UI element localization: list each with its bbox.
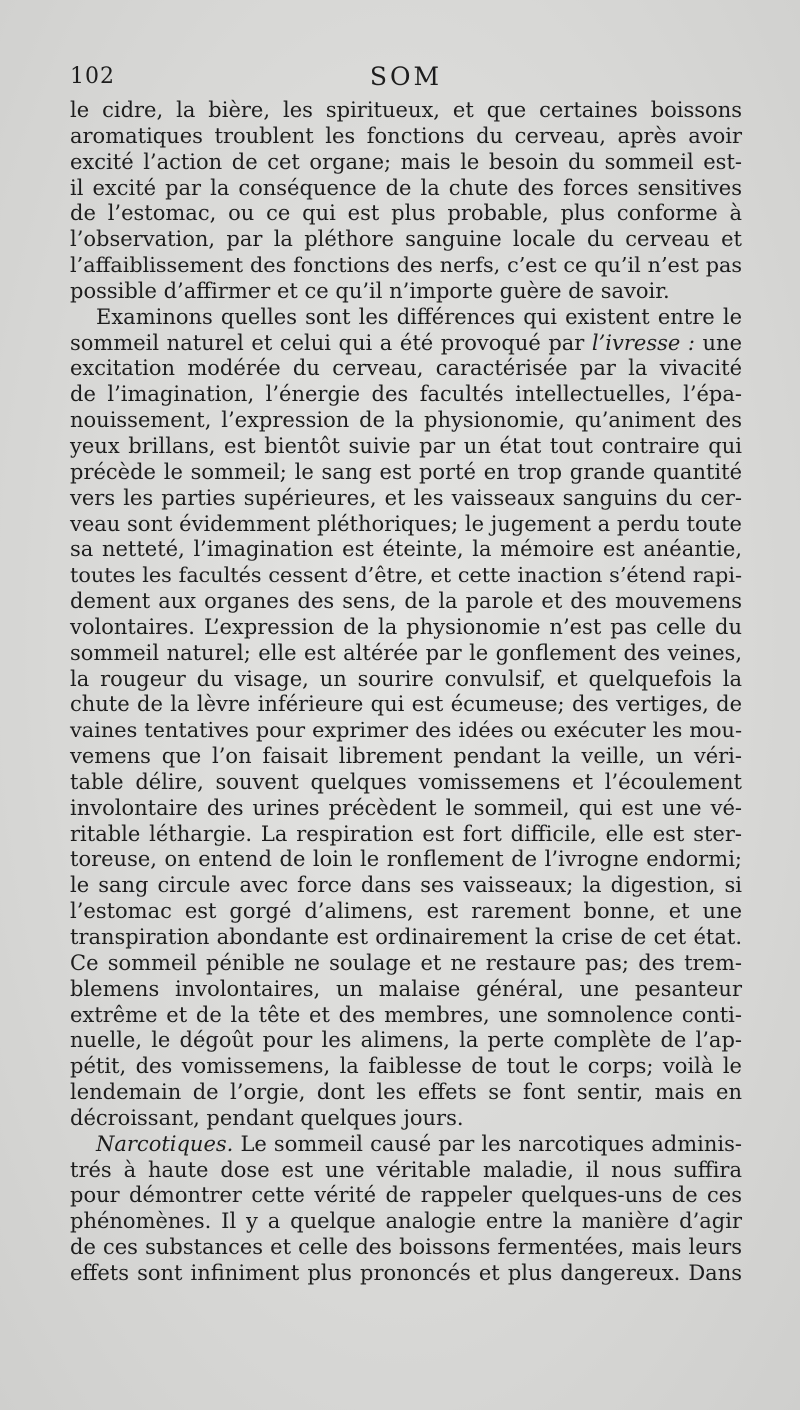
text-line bbox=[70, 331, 742, 357]
text-run: lendemain de l’orgie, dont les effets se font sentir, mais en bbox=[70, 1080, 742, 1105]
text-line bbox=[70, 1209, 742, 1235]
text-line bbox=[70, 641, 742, 667]
text-run: une bbox=[694, 330, 743, 355]
text-line bbox=[70, 1261, 742, 1287]
text-run: vemens que l’on faisait librement pendant la veille, un véri- bbox=[70, 744, 742, 769]
text-line bbox=[70, 925, 742, 951]
text-run: pour démontrer cette vérité de rappeler quelques-uns de ces bbox=[70, 1183, 742, 1208]
text-line bbox=[70, 227, 742, 253]
text-line bbox=[70, 1028, 742, 1054]
page-number: 102 bbox=[70, 64, 115, 89]
text-line bbox=[70, 589, 742, 615]
text-run: Ce sommeil pénible ne soulage et ne restaure pas; des trem- bbox=[70, 950, 742, 975]
text-line bbox=[70, 124, 742, 150]
text-run: l’estomac est gorgé d’alimens, est rarement bonne, et une bbox=[70, 899, 742, 924]
text-run: sa netteté, l’imagination est éteinte, la mémoire est anéantie, bbox=[70, 537, 742, 562]
text-run: vers les parties supérieures, et les vaisseaux sanguins du cer- bbox=[70, 485, 742, 510]
text-line bbox=[70, 305, 742, 331]
text-run: involontaire des urines précèdent le sommeil, qui est une vé- bbox=[70, 795, 742, 820]
text-run: effets sont infiniment plus prononcés et plus dangereux. Dans bbox=[70, 1260, 742, 1285]
text-run: pétit, des vomissemens, la faiblesse de tout le corps; voilà le bbox=[70, 1054, 742, 1079]
text-line bbox=[70, 512, 742, 538]
italic-term: l’ivresse : bbox=[591, 330, 695, 355]
text-line bbox=[70, 98, 742, 124]
text-line bbox=[70, 434, 742, 460]
text-line bbox=[70, 408, 742, 434]
text-line bbox=[70, 770, 742, 796]
text-line bbox=[70, 486, 742, 512]
text-line bbox=[70, 796, 742, 822]
text-line bbox=[70, 615, 742, 641]
text-line bbox=[70, 563, 742, 589]
text-run: aromatiques troublent les fonctions du cerveau, après avoir bbox=[70, 123, 742, 148]
text-run: l’affaiblissement des fonctions des nerfs, c’est ce qu’il n’est pas bbox=[70, 253, 742, 278]
text-line bbox=[70, 356, 742, 382]
text-line bbox=[70, 253, 742, 279]
text-run: il excité par la conséquence de la chute des forces sensitives bbox=[70, 175, 742, 200]
text-line bbox=[70, 822, 742, 848]
text-run: table délire, souvent quelques vomissemens et l’écoulement bbox=[70, 769, 742, 794]
text-run: Le sommeil causé par les narcotiques adminis- bbox=[233, 1131, 742, 1156]
text-run: l’observation, par la pléthore sanguine locale du cerveau et bbox=[70, 227, 742, 252]
text-line bbox=[70, 1080, 742, 1106]
text-line bbox=[70, 1106, 742, 1132]
text-line bbox=[70, 718, 742, 744]
text-line bbox=[70, 873, 742, 899]
text-line bbox=[70, 1003, 742, 1029]
text-run: décroissant, pendant quelques jours. bbox=[70, 1105, 464, 1130]
running-head: SOM bbox=[369, 62, 443, 91]
text-run: toreuse, on entend de loin le ronflement de l’ivrogne endormi; bbox=[70, 847, 742, 872]
text-line bbox=[70, 667, 742, 693]
text-run: yeux brillans, est bientôt suivie par un état tout contraire qui bbox=[70, 433, 742, 458]
text-run: veau sont évidemment pléthoriques; le jugement a perdu toute bbox=[70, 511, 742, 536]
text-line bbox=[70, 460, 742, 486]
text-run: de l’estomac, ou ce qui est plus probable, plus conforme à bbox=[70, 201, 742, 226]
text-run: excitation modérée du cerveau, caractérisée par la vivacité bbox=[70, 356, 742, 381]
text-line bbox=[70, 176, 742, 202]
text-run: extrême et de la tête et des membres, une somnolence conti- bbox=[70, 1002, 742, 1027]
text-run: transpiration abondante est ordinairement la crise de cet état. bbox=[70, 925, 742, 949]
text-line bbox=[70, 537, 742, 563]
text-run: Examinons quelles sont les différences qui existent entre le bbox=[96, 304, 742, 329]
text-run: ritable léthargie. La respiration est fort difficile, elle est ster- bbox=[70, 821, 742, 846]
text-line bbox=[70, 150, 742, 176]
text-line bbox=[70, 201, 742, 227]
body-text bbox=[70, 98, 742, 1287]
text-run: excité l’action de cet organe; mais le besoin du sommeil est- bbox=[70, 149, 742, 174]
text-run: la rougeur du visage, un sourire convulsif, et quelquefois la bbox=[70, 666, 742, 691]
text-run: nuelle, le dégoût pour les alimens, la perte complète de l’ap- bbox=[70, 1028, 742, 1053]
text-run: phénomènes. Il y a quelque analogie entre la manière d’agir bbox=[70, 1209, 742, 1234]
text-run: sommeil naturel; elle est altérée par le gonflement des veines, bbox=[70, 640, 742, 665]
text-run: vaines tentatives pour exprimer des idées ou exécuter les mou- bbox=[70, 718, 742, 743]
text-line bbox=[70, 899, 742, 925]
text-line bbox=[70, 847, 742, 873]
text-run: trés à haute dose est une véritable maladie, il nous suffira bbox=[70, 1157, 742, 1182]
text-run: dement aux organes des sens, de la parole et des mouvemens bbox=[70, 589, 742, 614]
italic-term: Narcotiques. bbox=[96, 1131, 234, 1156]
text-line bbox=[70, 692, 742, 718]
page-header bbox=[70, 62, 742, 92]
text-line bbox=[70, 1235, 742, 1261]
text-line bbox=[70, 744, 742, 770]
text-run: chute de la lèvre inférieure qui est écumeuse; des vertiges, de bbox=[70, 692, 742, 717]
text-line bbox=[70, 977, 742, 1003]
text-line bbox=[70, 1158, 742, 1184]
text-run: le cidre, la bière, les spiritueux, et que certaines boissons bbox=[70, 98, 742, 122]
text-run: précède le sommeil; le sang est porté en trop grande quantité bbox=[70, 459, 742, 484]
text-line bbox=[70, 382, 742, 408]
text-run: possible d’affirmer et ce qu’il n’importe guère de savoir. bbox=[70, 278, 670, 303]
text-line bbox=[70, 951, 742, 977]
text-run: le sang circule avec force dans ses vaisseaux; la digestion, si bbox=[70, 873, 742, 898]
text-run: de l’imagination, l’énergie des facultés intellectuelles, l’épa- bbox=[70, 382, 742, 407]
text-line bbox=[70, 279, 742, 305]
text-line bbox=[70, 1183, 742, 1209]
text-line bbox=[70, 1132, 742, 1158]
text-run: sommeil naturel et celui qui a été provoqué par bbox=[70, 330, 592, 355]
text-run: nouissement, l’expression de la physionomie, qu’animent des bbox=[70, 408, 742, 433]
text-run: toutes les facultés cessent d’être, et cette inaction s’étend rapi- bbox=[70, 563, 742, 588]
text-run: blemens involontaires, un malaise général, une pesanteur bbox=[70, 976, 742, 1001]
text-run: de ces substances et celle des boissons fermentées, mais leurs bbox=[70, 1235, 742, 1260]
text-line bbox=[70, 1054, 742, 1080]
text-run: volontaires. L’expression de la physionomie n’est pas celle du bbox=[70, 614, 742, 639]
